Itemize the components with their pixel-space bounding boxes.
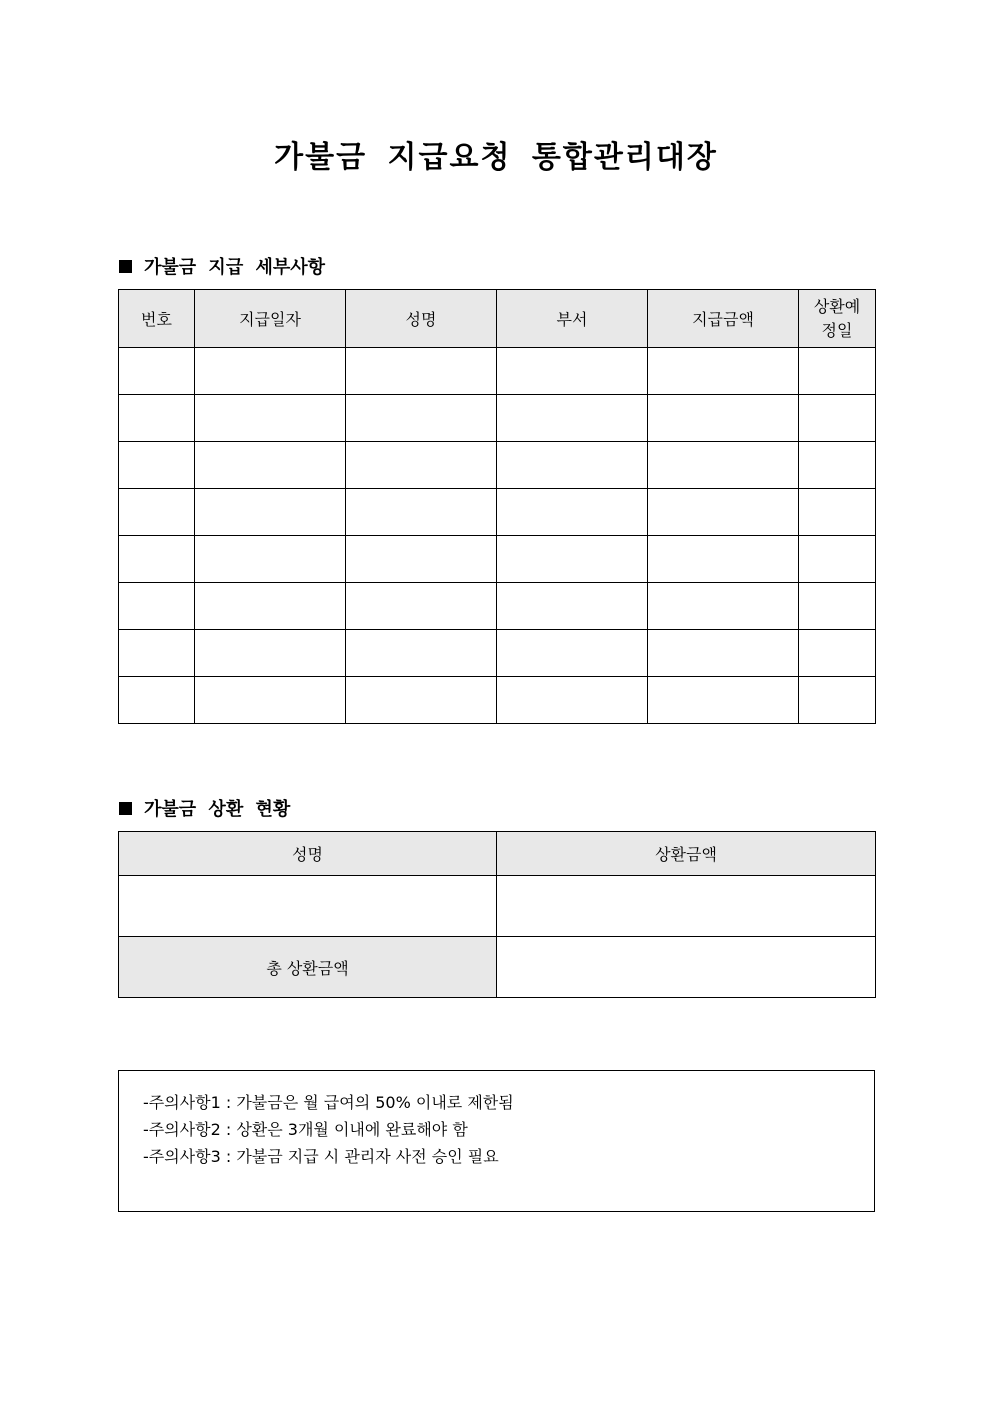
- number-cell[interactable]: [119, 442, 195, 489]
- number-cell[interactable]: [119, 630, 195, 677]
- payment-amount-cell[interactable]: [648, 677, 799, 724]
- col-header-payment-amount: 지급금액: [648, 290, 799, 348]
- payment-amount-cell[interactable]: [648, 536, 799, 583]
- payment-date-cell[interactable]: [195, 489, 346, 536]
- repayment-date-cell[interactable]: [799, 677, 876, 724]
- department-cell[interactable]: [497, 489, 648, 536]
- total-amount-cell[interactable]: [497, 937, 876, 998]
- department-cell[interactable]: [497, 395, 648, 442]
- payment-amount-cell[interactable]: [648, 348, 799, 395]
- payment-amount-cell[interactable]: [648, 583, 799, 630]
- name-cell[interactable]: [346, 442, 497, 489]
- table-row: [119, 876, 876, 937]
- table-row: [119, 677, 876, 724]
- department-cell[interactable]: [497, 442, 648, 489]
- repayment-date-cell[interactable]: [799, 395, 876, 442]
- note-line: -주의사항1 : 가불금은 월 급여의 50% 이내로 제한됨: [143, 1093, 514, 1112]
- table-row: [119, 630, 876, 677]
- notes-box: [118, 1070, 875, 1212]
- repayment-date-cell[interactable]: [799, 583, 876, 630]
- payment-amount-cell[interactable]: [648, 630, 799, 677]
- col-header-name: 성명: [346, 290, 497, 348]
- col-header-payment-date: 지급일자: [195, 290, 346, 348]
- department-cell[interactable]: [497, 348, 648, 395]
- payment-date-cell[interactable]: [195, 395, 346, 442]
- square-bullet-icon: [119, 260, 132, 273]
- payment-date-cell[interactable]: [195, 677, 346, 724]
- name-cell[interactable]: [119, 876, 497, 937]
- total-label: 총 상환금액: [119, 937, 497, 998]
- col-header-repayment-amount: 상환금액: [497, 832, 876, 876]
- department-cell[interactable]: [497, 536, 648, 583]
- department-cell[interactable]: [497, 583, 648, 630]
- name-cell[interactable]: [346, 536, 497, 583]
- name-cell[interactable]: [346, 395, 497, 442]
- payment-date-cell[interactable]: [195, 583, 346, 630]
- col-header-name: 성명: [119, 832, 497, 876]
- number-cell[interactable]: [119, 348, 195, 395]
- document-title: 가불금 지급요청 통합관리대장: [274, 140, 718, 175]
- number-cell[interactable]: [119, 536, 195, 583]
- table-row: [119, 536, 876, 583]
- payment-date-cell[interactable]: [195, 442, 346, 489]
- name-cell[interactable]: [346, 583, 497, 630]
- note-line: -주의사항3 : 가불금 지급 시 관리자 사전 승인 필요: [143, 1147, 499, 1166]
- number-cell[interactable]: [119, 489, 195, 536]
- table-row: [119, 442, 876, 489]
- col-header-number: 번호: [119, 290, 195, 348]
- number-cell[interactable]: [119, 395, 195, 442]
- col-header-department: 부서: [497, 290, 648, 348]
- department-cell[interactable]: [497, 677, 648, 724]
- table-header-row: [119, 832, 876, 876]
- repayment-date-cell[interactable]: [799, 442, 876, 489]
- col-header-repayment-date: 상환예 정일: [799, 290, 876, 348]
- payment-amount-cell[interactable]: [648, 442, 799, 489]
- repayment-date-cell[interactable]: [799, 630, 876, 677]
- name-cell[interactable]: [346, 348, 497, 395]
- square-bullet-icon: [119, 802, 132, 815]
- department-cell[interactable]: [497, 630, 648, 677]
- repayment-status-table: [118, 831, 876, 998]
- total-row: [119, 937, 876, 998]
- repayment-date-cell[interactable]: [799, 536, 876, 583]
- table-row: [119, 348, 876, 395]
- number-cell[interactable]: [119, 583, 195, 630]
- payment-amount-cell[interactable]: [648, 489, 799, 536]
- payment-date-cell[interactable]: [195, 348, 346, 395]
- section-heading-label: 가불금 상환 현황: [144, 799, 291, 820]
- repayment-date-cell[interactable]: [799, 348, 876, 395]
- table-row: [119, 395, 876, 442]
- table-row: [119, 583, 876, 630]
- section-heading-label: 가불금 지급 세부사항: [144, 257, 326, 278]
- name-cell[interactable]: [346, 630, 497, 677]
- payment-details-table: [118, 289, 876, 724]
- repayment-date-cell[interactable]: [799, 489, 876, 536]
- table-header-row: [119, 290, 876, 348]
- payment-date-cell[interactable]: [195, 630, 346, 677]
- note-line: -주의사항2 : 상환은 3개월 이내에 완료해야 함: [143, 1120, 468, 1139]
- payment-amount-cell[interactable]: [648, 395, 799, 442]
- number-cell[interactable]: [119, 677, 195, 724]
- repayment-amount-cell[interactable]: [497, 876, 876, 937]
- name-cell[interactable]: [346, 677, 497, 724]
- table-row: [119, 489, 876, 536]
- section-heading-payment-details: [119, 253, 325, 279]
- name-cell[interactable]: [346, 489, 497, 536]
- payment-date-cell[interactable]: [195, 536, 346, 583]
- section-heading-repayment-status: [119, 795, 290, 821]
